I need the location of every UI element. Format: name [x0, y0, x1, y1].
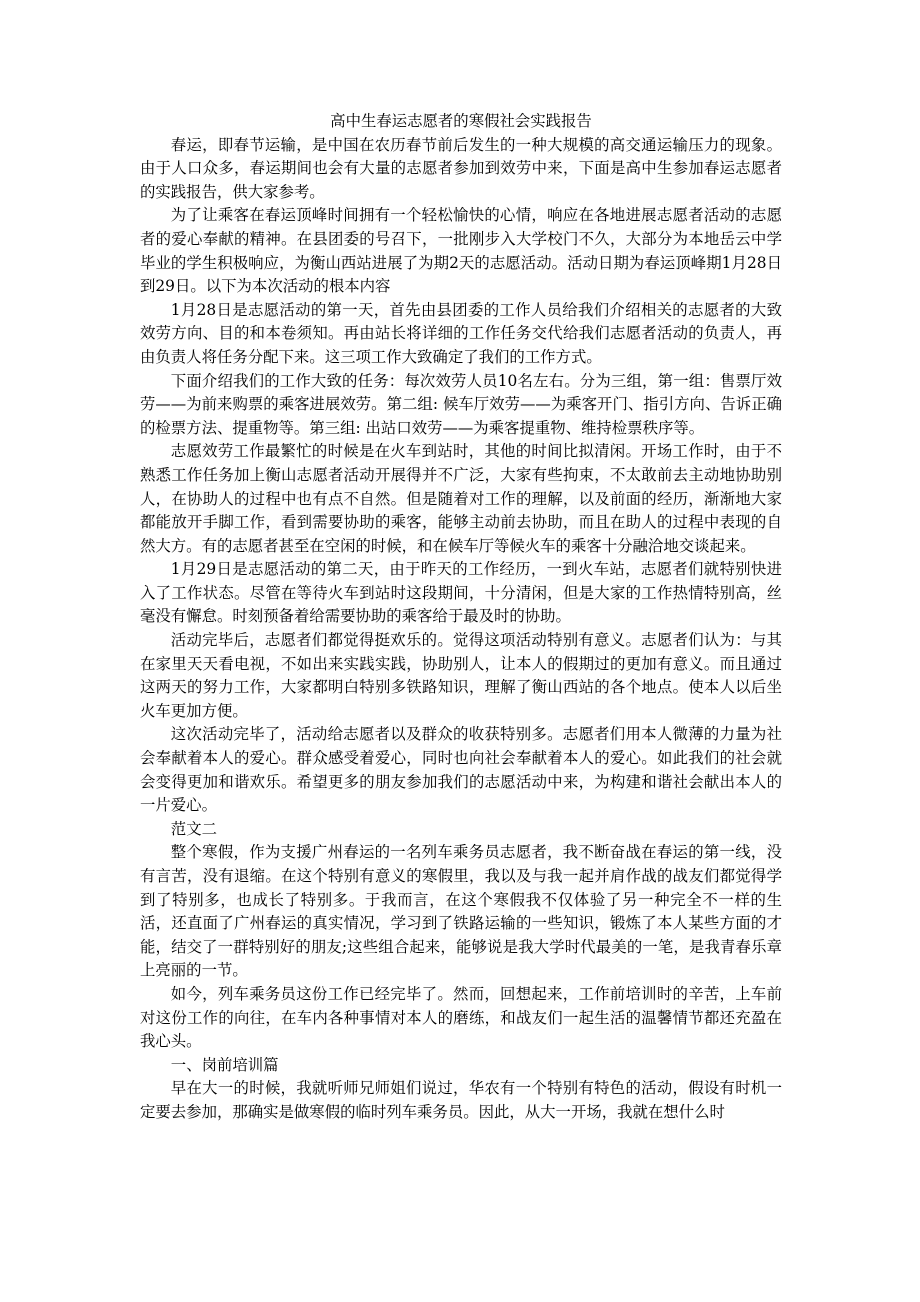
paragraph-1: 春运，即春节运输，是中国在农历春节前后发生的一种大规模的高交通运输压力的现象。由于人口众多，春运期间也会有大量的志愿者参加到效劳中来，下面是高中生参加春运志愿者的实践报告，供大家参考。 [140, 135, 782, 201]
paragraph-10: 如今，列车乘务员这份工作已经完毕了。然而，回想起来，工作前培训时的辛苦，上车前对这份工作的向往，在车内各种事情对本人的磨练，和战友们一起生活的温馨情节都还充盈在我心头。 [140, 984, 782, 1051]
paragraph-7: 活动完毕后，志愿者们都觉得挺欢乐的。觉得这项活动特别有意义。志愿者们认为：与其在家里天天看电视，不如出来实践实践，协助别人，让本人的假期过的更加有意义。而且通过这两天的努力工作，大家都明白特别多铁路知识，理解了衡山西站的各个地点。使本人以后坐火车更加方便。 [140, 631, 782, 720]
paragraph-6: 1月29日是志愿活动的第二天，由于昨天的工作经历，一到火车站，志愿者们就特别快进入了工作状态。尽管在等待火车到站时这段期间，十分清闲，但是大家的工作热情特别高，丝毫没有懈怠。时刻预备着给需要协助的乘客给于最及时的协助。 [140, 560, 782, 626]
section-heading-fanwen-er: 范文二 [170, 819, 217, 838]
paragraph-3: 1月28日是志愿活动的第一天，首先由县团委的工作人员给我们介绍相关的志愿者的大致效劳方向、目的和本卷须知。再由站长将详细的工作任务交代给我们志愿者活动的负责人，再由负责人将任务分配下来。这三项工作大致确定了我们的工作方式。 [140, 300, 782, 366]
paragraph-8: 这次活动完毕了，活动给志愿者以及群众的收获特别多。志愿者们用本人微薄的力量为社会奉献着本人的爱心。群众感受着爱心，同时也向社会奉献着本人的爱心。如此我们的社会就会变得更加和谐欢乐。希望更多的朋友参加我们的志愿活动中来，为构建和谐社会献出本人的一片爱心。 [140, 725, 782, 815]
document-page [140, 110, 782, 1125]
paragraph-4: 下面介绍我们的工作大致的任务：每次效劳人员10名左右。分为三组，第一组：售票厅效劳——为前来购票的乘客进展效劳。第二组: 候车厅效劳——为乘客开门、指引方向、告诉正确的检票方法、提重物等。第三组: 出站口效劳——为乘客提重物、维持检票秩序等。 [140, 371, 782, 437]
paragraph-5: 志愿效劳工作最繁忙的时候是在火车到站时，其他的时间比拟清闲。开场工作时，由于不熟悉工作任务加上衡山志愿者活动开展得并不广泛，大家有些拘束，不太敢前去主动地协助别人，在协助人的过程中也有点不自然。但是随着对工作的理解，以及前面的经历，渐渐地大家都能放开手脚工作，看到需要协助的乘客，能够主动前去协助，而且在助人的过程中表现的自然大方。有的志愿者甚至在空闲的时候，和在候车厅等候火车的乘客十分融洽地交谈起来。 [140, 442, 782, 555]
paragraph-9: 整个寒假，作为支援广州春运的一名列车乘务员志愿者，我不断奋战在春运的第一线，没有言苦，没有退缩。在这个特别有意义的寒假里，我以及与我一起并肩作战的战友们都觉得学到了特别多，也成长了特别多。于我而言，在这个寒假我不仅体验了另一种完全不一样的生活，还直面了广州春运的真实情况，学习到了铁路运输的一些知识，锻炼了本人某些方面的才能，结交了一群特别好的朋友;这些组合起来，能够说是我大学时代最美的一笔，是我青春乐章上亮丽的一节。 [140, 843, 782, 980]
paragraph-2: 为了让乘客在春运顶峰时间拥有一个轻松愉快的心情，响应在各地进展志愿者活动的志愿者的爱心奉献的精神。在县团委的号召下，一批刚步入大学校门不久，大部分为本地岳云中学毕业的学生积极响应，为衡山西站进展了为期2天的志愿活动。活动日期为春运顶峰期1月28日到29日。以下为本次活动的根本内容 [140, 206, 782, 296]
document-title: 高中生春运志愿者的寒假社会实践报告 [330, 112, 592, 130]
paragraph-11: 早在大一的时候，我就听师兄师姐们说过，华农有一个特别有特色的活动，假设有时机一定要去参加，那确实是做寒假的临时列车乘务员。因此，从大一开场，我就在想什么时 [140, 1079, 782, 1121]
section-heading-training: 一、岗前培训篇 [170, 1055, 279, 1074]
